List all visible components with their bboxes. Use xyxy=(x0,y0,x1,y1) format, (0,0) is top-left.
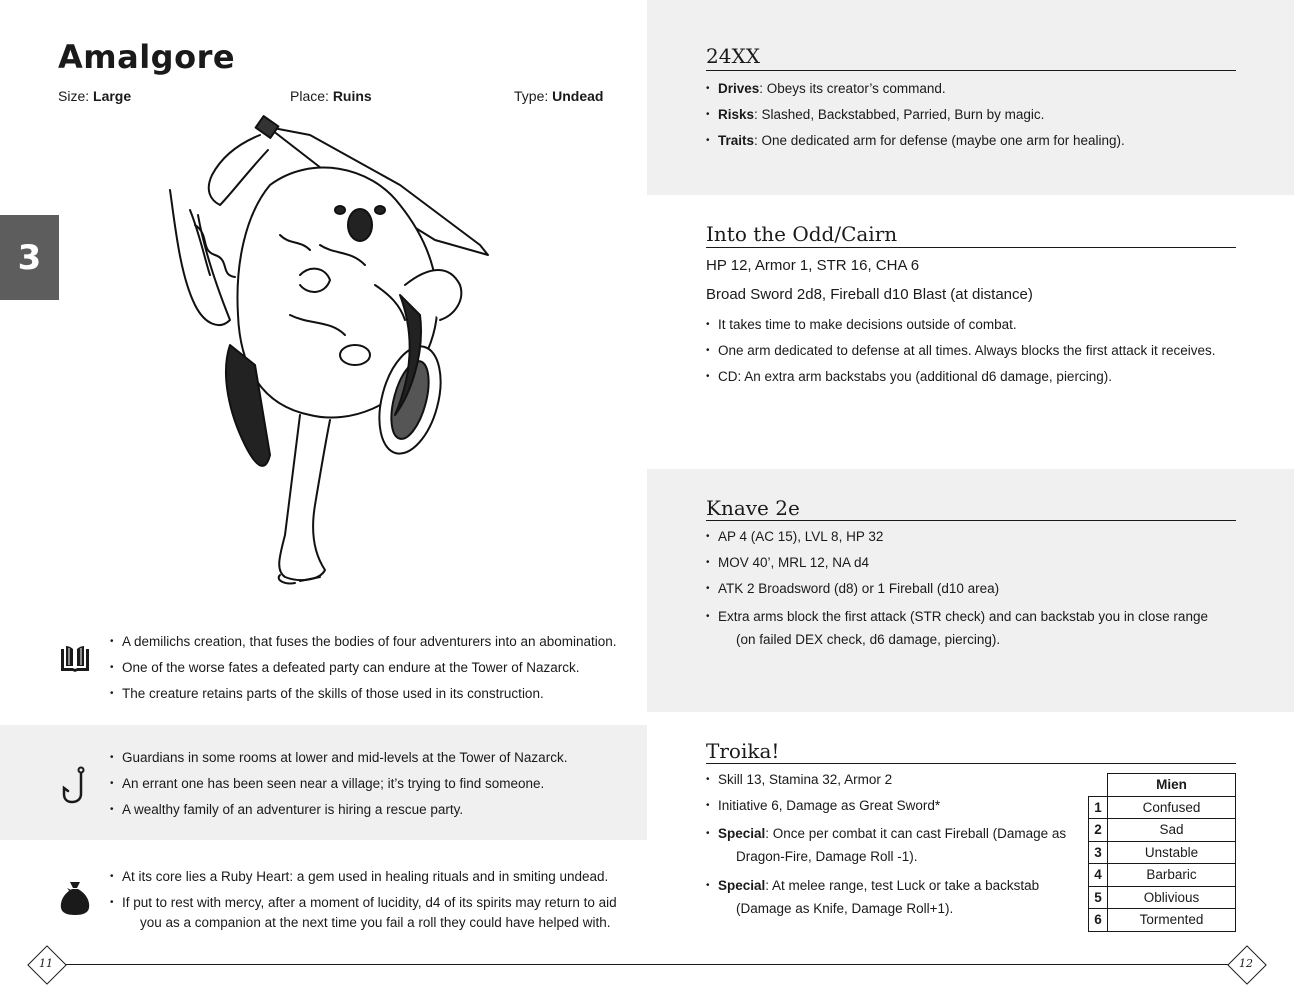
heading-rule xyxy=(706,520,1236,521)
table-header: Mien xyxy=(1108,774,1236,797)
section-odd-list xyxy=(706,312,1215,390)
list-item: • Drives: Obeys its creator’s command. xyxy=(706,76,1125,102)
heading-rule xyxy=(706,70,1236,71)
size-stat: Size: Large xyxy=(58,88,132,104)
list-item: • AP 4 (AC 15), LVL 8, HP 32 xyxy=(706,524,1208,550)
section-24xx-heading: 24XX xyxy=(706,44,760,68)
mien-table xyxy=(1088,773,1236,932)
list-item: • Special: At melee range, test Luck or take a backstab (Damage as Knife, Damage Roll+1). xyxy=(706,871,1066,923)
hooks-list xyxy=(110,745,567,823)
list-item: • A demilichs creation, that fuses the bodies of four adventurers into an abomination. xyxy=(110,629,617,655)
list-item: • Risks: Slashed, Backstabbed, Parried, Burn by magic. xyxy=(706,102,1125,128)
hook-icon xyxy=(62,766,90,804)
type-stat: Type: Undead xyxy=(514,88,604,104)
heading-rule xyxy=(706,247,1236,248)
list-item: • CD: An extra arm backstabs you (additional d6 damage, piercing). xyxy=(706,364,1215,390)
list-item: • Skill 13, Stamina 32, Armor 2 xyxy=(706,767,1066,793)
list-item: • At its core lies a Ruby Heart: a gem used in healing rituals and in smiting undead. xyxy=(110,864,617,890)
page-number-left: 11 xyxy=(39,957,53,970)
footer-rule xyxy=(46,964,1246,965)
list-item: • Special: Once per combat it can cast Fireball (Damage as Dragon-Fire, Damage Roll -1). xyxy=(706,819,1066,871)
list-item: • Extra arms block the first attack (STR check) and can backstab you in close range (on failed DEX check, d6 damage, piercing). xyxy=(706,602,1208,654)
list-item: • The creature retains parts of the skills of those used in its construction. xyxy=(110,681,617,707)
treasure-list xyxy=(110,864,617,933)
list-item: • An errant one has been seen near a village; it’s trying to find someone. xyxy=(110,771,567,797)
list-item: • It takes time to make decisions outside of combat. xyxy=(706,312,1215,338)
section-troika-heading: Troika! xyxy=(706,739,780,763)
place-stat: Place: Ruins xyxy=(290,88,372,104)
list-item: • ATK 2 Broadsword (d8) or 1 Fireball (d10 area) xyxy=(706,576,1208,602)
odd-attacks-line: Broad Sword 2d8, Fireball d10 Blast (at distance) xyxy=(706,286,1033,303)
table-row: 4 Barbaric xyxy=(1089,864,1236,887)
list-item: • Guardians in some rooms at lower and mid-levels at the Tower of Nazarck. xyxy=(110,745,567,771)
table-row: 2 Sad xyxy=(1089,819,1236,842)
book-icon xyxy=(58,643,92,677)
section-odd-heading: Into the Odd/Cairn xyxy=(706,222,898,246)
section-knave-list xyxy=(706,524,1208,654)
loot-bag-icon xyxy=(59,880,91,916)
section-knave-heading: Knave 2e xyxy=(706,496,800,520)
list-item: • One of the worse fates a defeated party can endure at the Tower of Nazarck. xyxy=(110,655,617,681)
table-row: 3 Unstable xyxy=(1089,841,1236,864)
list-item: • A wealthy family of an adventurer is hiring a rescue party. xyxy=(110,797,567,823)
section-troika-list xyxy=(706,767,1066,923)
table-row: 6 Tormented xyxy=(1089,909,1236,932)
list-item: • Initiative 6, Damage as Great Sword* xyxy=(706,793,1066,819)
list-item: • MOV 40’, MRL 12, NA d4 xyxy=(706,550,1208,576)
table-row: 1 Confused xyxy=(1089,796,1236,819)
heading-rule xyxy=(706,763,1236,764)
section-24xx-list xyxy=(706,76,1125,154)
odd-stats-line: HP 12, Armor 1, STR 16, CHA 6 xyxy=(706,257,920,274)
creature-illustration xyxy=(150,115,500,590)
creature-title: Amalgore xyxy=(58,38,236,76)
list-item: • Traits: One dedicated arm for defense (maybe one arm for healing). xyxy=(706,128,1125,154)
lore-list xyxy=(110,629,617,707)
list-item: • One arm dedicated to defense at all times. Always blocks the first attack it receives. xyxy=(706,338,1215,364)
page-number-right: 12 xyxy=(1239,957,1253,970)
list-item: • If put to rest with mercy, after a moment of lucidity, d4 of its spirits may return to aid you as a companion at the next time you fail a roll they could have helped with. xyxy=(110,890,617,933)
table-row: 5 Oblivious xyxy=(1089,886,1236,909)
chapter-tab: 3 xyxy=(0,215,59,300)
